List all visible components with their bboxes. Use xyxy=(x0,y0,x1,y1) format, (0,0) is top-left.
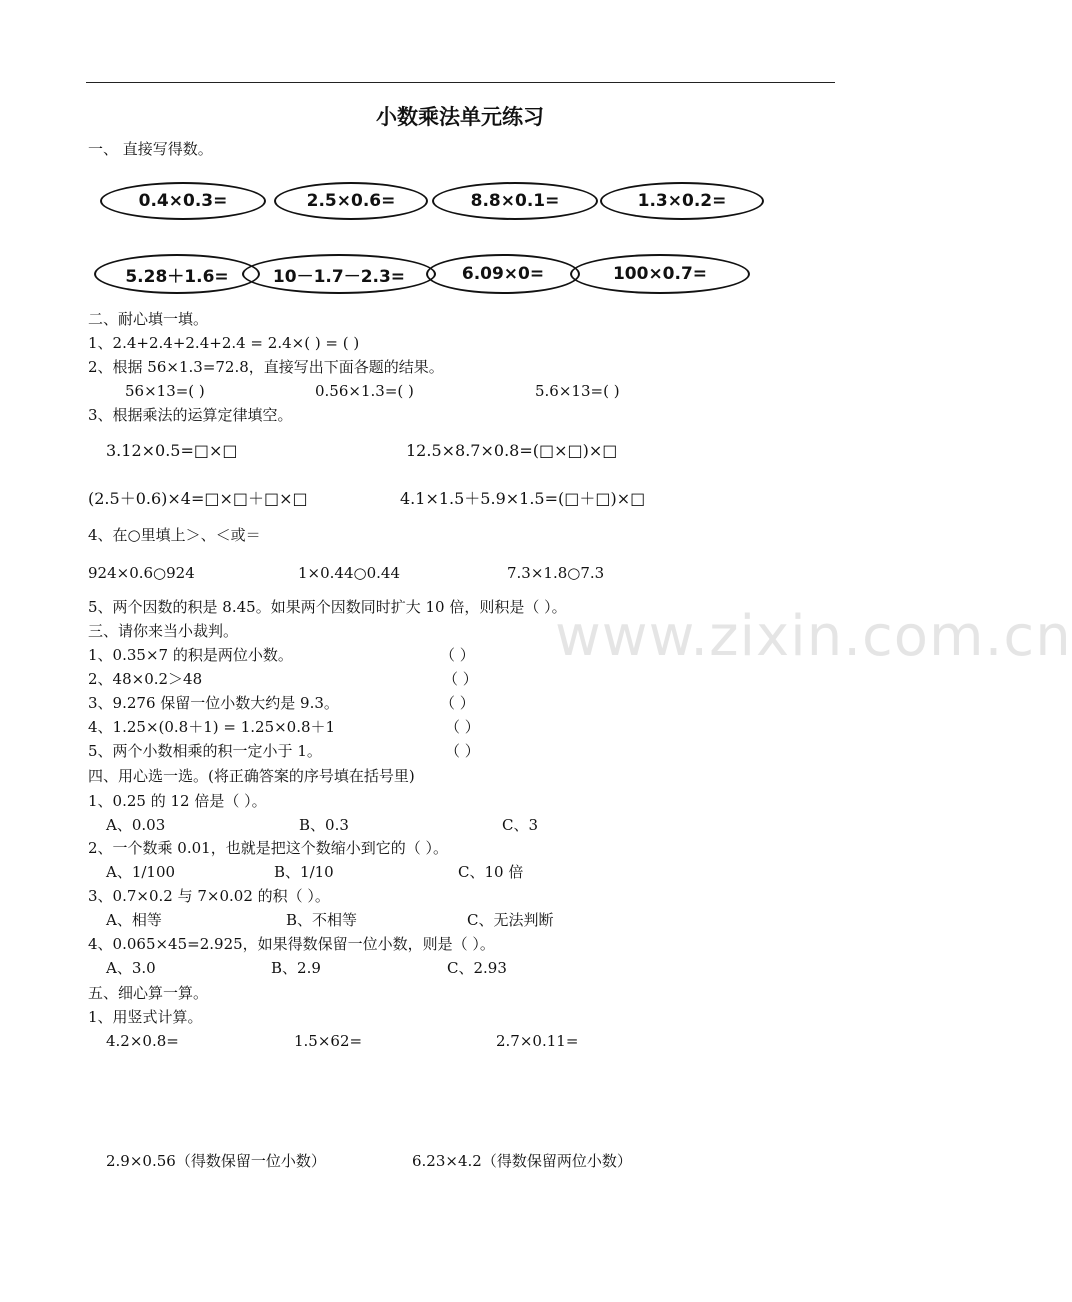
judge-paren: （ ） xyxy=(440,694,475,712)
option: C、2.93 xyxy=(447,959,507,977)
s2-q5: 5、两个因数的积是 8.45。如果两个因数同时扩大 10 倍，则积是（ ）。 xyxy=(88,598,567,616)
s5-sub: 1、用竖式计算。 xyxy=(88,1008,203,1026)
judge-item: 5、两个小数相乘的积一定小于 1。 xyxy=(88,742,322,760)
s2-q4b: 1×0.44○0.44 xyxy=(298,564,400,582)
oval-expression: 1.3×0.2= xyxy=(600,182,764,220)
s2-q2a: 56×13=( ) xyxy=(125,382,205,400)
watermark: www.zixin.com.cn xyxy=(555,604,1072,669)
s2-q4: 4、在○里填上＞、＜或＝ xyxy=(88,526,261,544)
section4-heading: 四、用心选一选。(将正确答案的序号填在括号里) xyxy=(88,767,415,785)
oval-expression: 5.28＋1.6= xyxy=(94,254,260,294)
judge-paren: （ ） xyxy=(443,670,478,688)
judge-item: 3、9.276 保留一位小数大约是 9.3。 xyxy=(88,694,339,712)
judge-paren: （ ） xyxy=(445,718,480,736)
calc-item: 2.9×0.56（得数保留一位小数） xyxy=(106,1152,326,1170)
oval-expression: 0.4×0.3= xyxy=(100,182,266,220)
section3-heading: 三、请你来当小裁判。 xyxy=(88,622,239,640)
option: A、0.03 xyxy=(106,816,166,834)
option: A、相等 xyxy=(106,911,162,929)
option: C、3 xyxy=(502,816,539,834)
calc-item: 2.7×0.11= xyxy=(496,1032,579,1050)
option: B、1/10 xyxy=(274,863,334,881)
s4-q4: 4、0.065×45=2.925，如果得数保留一位小数，则是（ ）。 xyxy=(88,935,495,953)
s2-q4a: 924×0.6○924 xyxy=(88,564,195,582)
option: B、0.3 xyxy=(299,816,349,834)
s4-q3: 3、0.7×0.2 与 7×0.02 的积（ ）。 xyxy=(88,887,330,905)
section5-heading: 五、细心算一算。 xyxy=(88,984,209,1002)
option: C、无法判断 xyxy=(467,911,554,929)
calc-item: 1.5×62= xyxy=(294,1032,363,1050)
s2-q2b: 0.56×1.3=( ) xyxy=(315,382,414,400)
option: C、10 倍 xyxy=(458,863,524,881)
top-rule xyxy=(86,82,835,83)
option: A、3.0 xyxy=(106,959,156,977)
judge-paren: （ ） xyxy=(440,646,475,664)
calc-item: 6.23×4.2（得数保留两位小数） xyxy=(412,1152,632,1170)
s4-q2: 2、一个数乘 0.01，也就是把这个数缩小到它的（ ）。 xyxy=(88,839,448,857)
s2-q3: 3、根据乘法的运算定律填空。 xyxy=(88,406,293,424)
s2-q2: 2、根据 56×1.3=72.8，直接写出下面各题的结果。 xyxy=(88,358,444,376)
s2-q3c: (2.5＋0.6)×4=□×□＋□×□ xyxy=(88,489,308,508)
s2-q3a: 3.12×0.5=□×□ xyxy=(106,441,238,460)
section2-heading: 二、耐心填一填。 xyxy=(88,310,209,328)
s2-q4c: 7.3×1.8○7.3 xyxy=(507,564,605,582)
judge-paren: （ ） xyxy=(445,742,480,760)
option: B、2.9 xyxy=(271,959,321,977)
oval-expression: 100×0.7= xyxy=(570,254,750,294)
judge-item: 1、0.35×7 的积是两位小数。 xyxy=(88,646,293,664)
calc-item: 4.2×0.8= xyxy=(106,1032,179,1050)
oval-expression: 8.8×0.1= xyxy=(432,182,598,220)
oval-expression: 2.5×0.6= xyxy=(274,182,428,220)
judge-item: 4、1.25×(0.8＋1) = 1.25×0.8＋1 xyxy=(88,718,336,736)
oval-expression: 6.09×0= xyxy=(426,254,580,294)
s2-q3b: 12.5×8.7×0.8=(□×□)×□ xyxy=(406,441,618,460)
s2-q2c: 5.6×13=( ) xyxy=(535,382,620,400)
s2-q1: 1、2.4+2.4+2.4+2.4 = 2.4×( ) = ( ) xyxy=(88,334,360,352)
s2-q3d: 4.1×1.5＋5.9×1.5=(□＋□)×□ xyxy=(400,489,646,508)
section1-heading: 一、 直接写得数。 xyxy=(88,140,213,158)
option: B、不相等 xyxy=(286,911,358,929)
page-title: 小数乘法单元练习 xyxy=(376,105,544,129)
judge-item: 2、48×0.2＞48 xyxy=(88,670,203,688)
option: A、1/100 xyxy=(106,863,176,881)
s4-q1: 1、0.25 的 12 倍是（ ）。 xyxy=(88,792,267,810)
oval-expression: 10－1.7－2.3= xyxy=(242,254,436,294)
